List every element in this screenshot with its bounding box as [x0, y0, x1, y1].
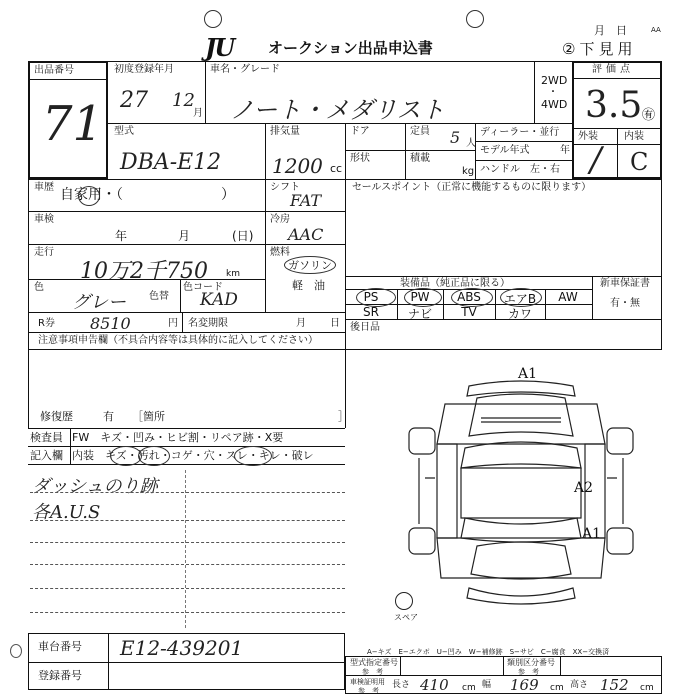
capacity-label: 定員	[410, 126, 430, 137]
shift-value: FAT	[290, 191, 322, 210]
interior-value: C	[630, 148, 649, 176]
chassis-value: E12-439201	[120, 636, 244, 660]
entry-label: 記入欄	[30, 449, 63, 462]
car-name-value: ノート・メダリスト	[230, 96, 445, 124]
equip-ps: PS	[363, 290, 379, 304]
class-ref: 参 考	[518, 668, 539, 676]
width-unit: cm	[550, 683, 564, 693]
warranty-value: 有・無	[610, 298, 640, 309]
name-change-label: 名変期限	[188, 318, 228, 329]
score-value: 3.5	[585, 85, 643, 126]
history-label: 車歴	[34, 182, 54, 193]
first-reg-label: 初度登録年月	[114, 64, 174, 75]
door-label: ドア	[350, 126, 370, 137]
damage-a1-side: A1	[582, 526, 602, 542]
memo-line-2: 各A.U.S	[32, 502, 101, 523]
damage-a1-top: A1	[518, 366, 538, 382]
interior-label: 内装	[624, 131, 644, 142]
drive-4wd: 4WD	[541, 98, 568, 111]
aircon-label: 冷房	[270, 214, 290, 225]
equip-sr: SR	[363, 305, 379, 319]
drive-dot: ・	[548, 87, 558, 98]
punch-hole-icon	[204, 10, 222, 28]
inspection-day: (日)	[232, 229, 254, 243]
recycle-label: R券	[38, 318, 55, 329]
damage-a2: A2	[574, 480, 594, 496]
color-code-value: KAD	[200, 290, 238, 310]
checker-label: 検査員	[30, 431, 63, 444]
repair-label: 修復歴	[40, 410, 73, 423]
mileage-unit: km	[226, 269, 240, 279]
exterior-label: 外装	[578, 131, 598, 142]
mileage-value: 10万2千750	[80, 259, 208, 284]
car-name-label: 車名・グレード	[210, 64, 280, 75]
equip-aw: AW	[558, 290, 578, 304]
inspection-year: 年	[115, 229, 128, 243]
first-reg-month-unit: 月	[193, 108, 203, 119]
punch-hole-icon	[10, 644, 22, 658]
fuel-gasoline: ガソリン	[288, 259, 332, 272]
fuel-light-oil: 軽 油	[292, 279, 325, 292]
mileage-label: 走行	[34, 247, 54, 258]
fuel-circle-mark	[284, 256, 336, 274]
brand-logo: JU	[205, 33, 234, 62]
exterior-value: /	[590, 140, 602, 180]
spare-label: スペア	[394, 613, 418, 622]
repair-value: 有	[103, 410, 114, 423]
model-year-unit: 年	[560, 145, 570, 156]
entry-value: 内装 キズ・汚れ・コゲ・穴・スレ・キレ・破レ	[72, 449, 314, 462]
punch-hole-icon	[466, 10, 484, 28]
notes-label: 注意事項申告欄（不具合内容等は具体的に記入してください）	[38, 335, 318, 346]
displacement-unit: cc	[330, 162, 343, 175]
copy-label: ②下見用	[562, 40, 637, 58]
inspection-month: 月	[178, 229, 191, 243]
equip-circle-mark	[500, 288, 542, 307]
memo-line-1: ダッシュのり跡	[32, 476, 158, 497]
height-unit: cm	[640, 683, 654, 693]
width-label: 幅	[482, 680, 492, 690]
displacement-value: 1200	[272, 154, 323, 178]
model-label: 型式	[114, 126, 134, 137]
load-label: 積載	[410, 153, 430, 164]
cert-ref: 参 考	[358, 687, 379, 695]
first-reg-month: 12	[172, 90, 195, 111]
score-label: 評価点	[592, 64, 634, 75]
type-ref: 参 考	[362, 668, 383, 676]
inspection-label: 車検	[34, 214, 54, 225]
equip-circle-mark	[356, 288, 396, 307]
sales-point-label: セールスポイント（正常に機能するものに限ります）	[352, 182, 592, 193]
height-value: 152	[600, 676, 629, 694]
name-change-month: 月	[296, 318, 306, 329]
entry-circle-mark	[234, 446, 272, 466]
length-label: 長さ	[392, 680, 411, 690]
capacity-unit: 人	[466, 138, 476, 149]
equip-abs: ABS	[457, 290, 481, 304]
date-label: 月 日	[594, 24, 627, 37]
car-body-diagram-icon	[405, 378, 637, 608]
chassis-label: 車台番号	[38, 640, 82, 653]
aircon-value: AAC	[288, 225, 324, 244]
capacity-value: 5	[450, 128, 461, 147]
equip-navi: ナビ	[407, 307, 432, 321]
equip-pw: PW	[410, 290, 430, 304]
type-label: 型式指定番号	[350, 658, 398, 667]
entry-circle-mark	[138, 446, 170, 466]
checker-value: FW キズ・凹み・ヒビ割・リペア跡・X要	[72, 431, 284, 444]
length-unit: cm	[462, 683, 476, 693]
drive-2wd: 2WD	[541, 74, 568, 87]
shift-label: シフト	[270, 182, 300, 193]
model-year-label: モデル年式	[480, 145, 530, 156]
warranty-label: 新車保証書	[600, 278, 650, 289]
equip-circle-mark	[404, 288, 442, 307]
form-title: オークション出品申込書	[268, 39, 433, 57]
history-circle-mark	[78, 186, 100, 206]
cert-label: 車検証明用	[350, 678, 385, 686]
registration-label: 登録番号	[38, 669, 82, 682]
repair-close-bracket: ］	[338, 410, 349, 423]
equip-leather: カワ	[507, 307, 532, 321]
first-reg-year: 27	[120, 88, 148, 113]
lot-number-value: 71	[42, 96, 104, 152]
dealer-label: ディーラー・並行	[480, 127, 560, 138]
equipment-title: 装備品（純正品に限る）	[400, 278, 510, 289]
fuel-label: 燃料	[270, 247, 290, 258]
color-value: グレー	[72, 292, 126, 313]
retrofit-label: 後日品	[350, 322, 380, 333]
score-mark: ㊒	[642, 108, 656, 123]
color-code-label: 色コード	[183, 282, 223, 293]
height-label: 高さ	[570, 680, 589, 690]
history-value: 自家用・（ ）	[60, 187, 235, 203]
repair-place: ［箇所	[132, 410, 165, 423]
damage-legend: A−キズ E−エクボ U−凹み W−補修跡 S−サビ C−腐食 XX−交換済	[367, 648, 610, 656]
aa-label: AA	[651, 26, 661, 34]
lot-number-label: 出品番号	[34, 65, 74, 76]
load-unit: kg	[462, 166, 475, 177]
length-value: 410	[420, 676, 449, 694]
color-label: 色	[34, 282, 44, 293]
class-label: 類別区分番号	[507, 658, 555, 667]
recycle-value: 8510	[90, 314, 131, 333]
recycle-unit: 円	[168, 318, 178, 329]
name-change-day: 日	[330, 318, 340, 329]
model-value: DBA-E12	[120, 150, 222, 175]
color-shade-label: 色替	[149, 291, 169, 302]
displacement-label: 排気量	[270, 126, 300, 137]
width-value: 169	[510, 676, 539, 694]
spare-tire-icon	[395, 592, 413, 610]
handle-label: ハンドル 左・右	[480, 164, 560, 175]
equip-tv: TV	[461, 305, 477, 319]
equip-circle-mark	[451, 288, 493, 307]
shape-label: 形状	[350, 153, 370, 164]
equip-airbag: エアB	[503, 292, 537, 306]
